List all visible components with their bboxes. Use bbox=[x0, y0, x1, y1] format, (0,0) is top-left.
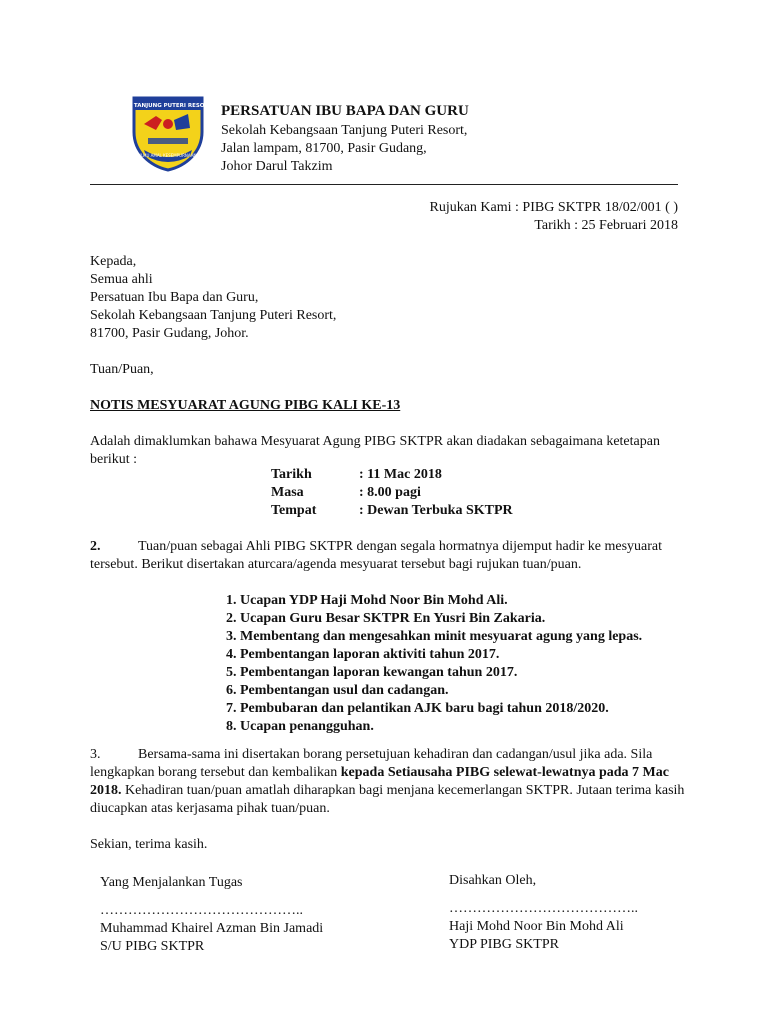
school-crest-logo bbox=[123, 92, 213, 172]
para2-line-2: tersebut. Berikut disertakan aturcara/agenda mesyuarat tersebut bagi rujukan tuan/puan. bbox=[90, 557, 582, 572]
agenda-item-4: 4. Pembentangan laporan aktiviti tahun 2017. bbox=[226, 647, 500, 662]
recipient-line-2: Semua ahli bbox=[90, 272, 153, 287]
para2-line-1: Tuan/puan sebagai Ahli PIBG SKTPR dengan segala hormatnya dijemput hadir ke mesyuarat bbox=[138, 539, 663, 554]
para3-line-2-normal: lengkapkan borang tersebut dan kembalikan bbox=[90, 765, 341, 780]
address-line-3: Johor Darul Takzim bbox=[221, 159, 333, 174]
para3-number: 3. bbox=[90, 747, 101, 762]
signature-right-dots: ………………………………….. bbox=[449, 901, 638, 916]
signature-right-name: Haji Mohd Noor Bin Mohd Ali bbox=[449, 919, 624, 934]
signature-right-position: YDP PIBG SKTPR bbox=[449, 937, 559, 952]
address-line-2: Jalan lampam, 81700, Pasir Gudang, bbox=[221, 141, 427, 156]
recipient-line-4: Sekolah Kebangsaan Tanjung Puteri Resort, bbox=[90, 308, 337, 323]
detail-label-venue: Tempat bbox=[271, 503, 317, 518]
closing-remark: Sekian, terima kasih. bbox=[90, 837, 208, 852]
detail-label-date: Tarikh bbox=[271, 467, 312, 482]
letter-date: Tarikh : 25 Februari 2018 bbox=[534, 218, 678, 233]
para3-line-4: diucapkan atas kerjasama pihak tuan/puan. bbox=[90, 801, 330, 816]
agenda-item-6: 6. Pembentangan usul dan cadangan. bbox=[226, 683, 449, 698]
agenda-item-1: 1. Ucapan YDP Haji Mohd Noor Bin Mohd Ali. bbox=[226, 593, 508, 608]
svg-text:SK TANJUNG PUTERI RESORT: SK TANJUNG PUTERI RESORT bbox=[123, 103, 213, 109]
letterhead-divider bbox=[90, 184, 678, 185]
agenda-item-2: 2. Ucapan Guru Besar SKTPR En Yusri Bin Zakaria. bbox=[226, 611, 546, 626]
para2-number: 2. bbox=[90, 539, 101, 554]
para3-line-2 bbox=[90, 764, 669, 782]
signature-left-name: Muhammad Khairel Azman Bin Jamadi bbox=[100, 921, 324, 936]
para3-line-3 bbox=[90, 782, 684, 800]
signature-right-title: Disahkan Oleh, bbox=[449, 873, 537, 888]
salutation: Tuan/Puan, bbox=[90, 362, 154, 377]
agenda-item-5: 5. Pembentangan laporan kewangan tahun 2017. bbox=[226, 665, 518, 680]
agenda-item-8: 8. Ucapan penangguhan. bbox=[226, 719, 374, 734]
para3-line-1: Bersama-sama ini disertakan borang persetujuan kehadiran dan cadangan/usul jika ada. Sila bbox=[138, 747, 653, 762]
signature-left-position: S/U PIBG SKTPR bbox=[100, 939, 205, 954]
recipient-line-5: 81700, Pasir Gudang, Johor. bbox=[90, 326, 249, 341]
recipient-line-1: Kepada, bbox=[90, 254, 137, 269]
svg-text:ILMU AMAL KESEMPURNAAN: ILMU AMAL KESEMPURNAAN bbox=[139, 153, 197, 158]
recipient-line-3: Persatuan Ibu Bapa dan Guru, bbox=[90, 290, 259, 305]
address-line-1: Sekolah Kebangsaan Tanjung Puteri Resort, bbox=[221, 123, 468, 138]
letter-subject: NOTIS MESYUARAT AGUNG PIBG KALI KE-13 bbox=[90, 398, 401, 413]
intro-line-2: berikut : bbox=[90, 452, 138, 467]
para3-line-3-normal: Kehadiran tuan/puan amatlah diharapkan bagi menjana kecemerlangan SKTPR. Jutaan terima kasih bbox=[121, 783, 685, 798]
signature-left-title: Yang Menjalankan Tugas bbox=[100, 875, 243, 890]
agenda-item-7: 7. Pembubaran dan pelantikan AJK baru bagi tahun 2018/2020. bbox=[226, 701, 609, 716]
reference-number: Rujukan Kami : PIBG SKTPR 18/02/001 ( ) bbox=[429, 200, 678, 215]
detail-value-date: : 11 Mac 2018 bbox=[359, 467, 442, 482]
agenda-item-3: 3. Membentang dan mengesahkan minit mesyuarat agung yang lepas. bbox=[226, 629, 643, 644]
para3-deadline-year: 2018. bbox=[90, 783, 122, 798]
intro-line-1: Adalah dimaklumkan bahawa Mesyuarat Agung PIBG SKTPR akan diadakan sebagaimana ketetapan bbox=[90, 434, 660, 449]
signature-left-dots: …………………………………….. bbox=[100, 903, 303, 918]
detail-value-venue: : Dewan Terbuka SKTPR bbox=[359, 503, 513, 518]
organization-name: PERSATUAN IBU BAPA DAN GURU bbox=[221, 103, 469, 119]
detail-value-time: : 8.00 pagi bbox=[359, 485, 421, 500]
para3-deadline-bold: kepada Setiausaha PIBG selewat-lewatnya pada 7 Mac bbox=[340, 765, 669, 780]
detail-label-time: Masa bbox=[271, 485, 304, 500]
